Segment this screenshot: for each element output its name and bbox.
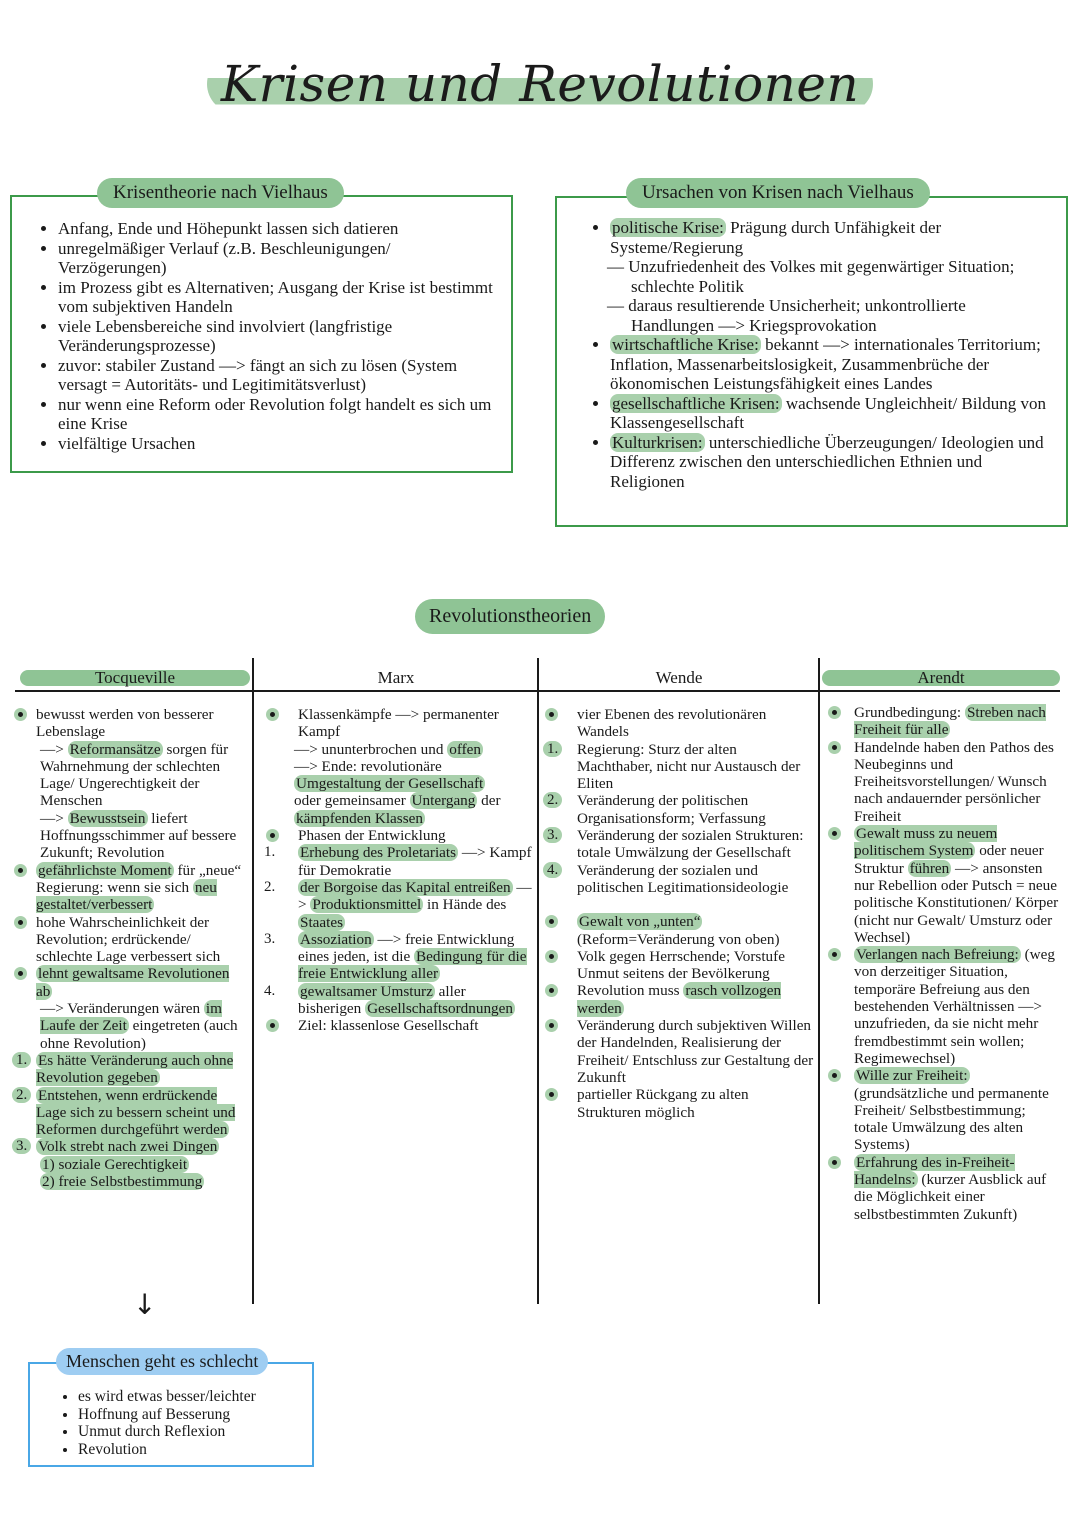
item-text: partieller Rückgang zu alten Strukturen möglich (577, 1086, 749, 1121)
highlight: führen (909, 859, 950, 877)
list-item (12, 810, 248, 862)
highlight: offen (449, 740, 482, 758)
list-item: • im Prozess gibt es Alternativen; Ausgang der Krise ist bestimmt vom subjektiven Handeln (58, 278, 498, 317)
item-text: —> Veränderungen wären (40, 1000, 201, 1018)
list-item (264, 879, 532, 931)
list-item (610, 218, 1050, 257)
kultur-text: unterschiedliche Überzeugungen/ Ideologien und Differenz zwischen den unterschiedlichen Ethnien und Religionen (610, 432, 1044, 491)
krisentheorie-box (10, 195, 513, 473)
item-text: —> ansonsten nur Rebellion oder Putsch = neue politische Konstitutionen/ Körper (nicht nur Gewalt/ Umsturz oder Wechsel) (854, 859, 1059, 946)
item-text: —> (40, 740, 64, 758)
list-item: • Unmut durch Reflexion (78, 1423, 312, 1441)
bullet-icon (828, 1156, 841, 1169)
bullet-icon (545, 1019, 558, 1032)
item-text: Handelnde haben den Pathos des Neubeginns und Freiheitsvorstellungen/ Wunsch nach andauernder persönlicher Freiheit (854, 738, 1054, 825)
politisch-text: Prägung durch Unfähigkeit der Systeme/Regierung (610, 218, 942, 257)
item-text: Regierung: Sturz der alten Machthaber, nicht nur Austausch der Eliten (577, 740, 801, 793)
tocqueville-column (12, 706, 248, 1190)
column-divider (818, 658, 820, 1304)
item-text: liefert Hoffnungsschimmer auf bessere Zukunft; Revolution (40, 809, 237, 862)
item-text: oder gemeinsamer (294, 792, 406, 810)
schlecht-list (30, 1388, 312, 1458)
highlight: Streben nach Freiheit für alle (854, 704, 1046, 739)
highlight: rasch vollzogen werden (577, 982, 782, 1017)
highlight: Erhebung des Proletariats (300, 844, 457, 862)
item-text: —> Ende: revolutionäre (294, 757, 442, 775)
list-item (543, 741, 815, 793)
krisentheorie-list (12, 219, 498, 453)
item-text: für „neue“ Regierung: wenn sie sich (36, 861, 242, 896)
item-text: Ziel: klassenlose Gesellschaft (298, 1017, 479, 1035)
number-marker: 3. (543, 827, 562, 844)
number-marker: 3. (264, 930, 276, 947)
list-item (610, 394, 1050, 433)
ursachen-box (555, 196, 1068, 527)
list-item (543, 1017, 815, 1086)
list-item (826, 825, 1060, 946)
item-text: Phasen der Entwicklung (298, 827, 446, 845)
list-item (264, 758, 532, 793)
politisch-label: politische Krise: (612, 218, 724, 237)
highlight: Staates (300, 913, 344, 931)
item-text: Grundbedingung: (854, 704, 962, 721)
list-item: • unregelmäßiger Verlauf (z.B. Beschleunigungen/ Verzögerungen) (58, 239, 498, 278)
number-marker: 1. (12, 1052, 31, 1069)
bullet-icon (828, 1069, 841, 1082)
list-item: • zuvor: stabiler Zustand —> fängt an sich zu lösen (System versagt = Autoritäts- und Legitimitätsverlust) (58, 356, 498, 395)
list-item (543, 706, 815, 741)
arendt-column (826, 704, 1060, 1223)
number-marker: 4. (264, 982, 276, 999)
highlight: Gewalt von „unten“ (579, 913, 701, 931)
item-text: Volk gegen Herrschende; Vorstufe Unmut seitens der Bevölkerung (577, 947, 785, 983)
gesellschaft-label: gesellschaftliche Krisen: (612, 393, 780, 413)
list-item: • viele Lebensbereiche sind involviert (langfristige Veränderungsprozesse) (58, 317, 498, 356)
list-item (264, 827, 532, 844)
list-item: • vielfältige Ursachen (58, 434, 498, 454)
bullet-icon (828, 706, 841, 719)
politisch-dash-1: — Unzufriedenheit des Volkes mit gegenwärtiger Situation; schlechte Politik (607, 257, 1015, 296)
list-item: • Hoffnung auf Besserung (78, 1406, 312, 1424)
gesellschaft-text: wachsende Ungleichheit/ Bildung von Klassengesellschaft (610, 393, 1046, 432)
number-marker: 2. (264, 878, 276, 895)
list-item (610, 433, 1050, 492)
item-text: (kurzer Ausblick auf die Möglichkeit einer selbstbestimmten Zukunft) (854, 1171, 1047, 1223)
highlight: neu gestaltet/verbessert (36, 878, 217, 914)
list-item (826, 704, 1060, 739)
item-text: oder neuer Struktur (854, 842, 1044, 877)
item-text: bewusst werden von besserer Lebenslage (36, 706, 214, 741)
bullet-icon (545, 1088, 558, 1101)
list-item: • Revolution (78, 1441, 312, 1459)
column-header-arendt: Arendt (917, 668, 965, 687)
list-item (543, 862, 815, 897)
list-item (543, 827, 815, 862)
highlight: kämpfenden Klassen (296, 809, 423, 827)
list-item (12, 862, 248, 914)
arrow-down-icon: ↓ (133, 1288, 157, 1321)
list-item (826, 946, 1060, 1067)
highlight: 1) soziale Gerechtigkeit (42, 1155, 188, 1173)
list-item (543, 982, 815, 1017)
list-item (264, 706, 532, 741)
item-text: —> (40, 809, 64, 827)
spacer (543, 896, 815, 913)
list-item (264, 792, 532, 827)
item-text: eingetreten (auch ohne Revolution) (40, 1017, 238, 1052)
item-text: (weg von derzeitiger Situation, temporäre Befreiung aus den bestehenden Verhältnissen —> unzufrieden, da sie nicht mehr fremdbestimmt sein wollen; Regimewechsel) (854, 946, 1055, 1067)
ursachen-list-2 (557, 335, 1050, 491)
page-title: Krisen und Revolutionen (0, 55, 1080, 113)
highlight: Assoziation (300, 930, 372, 948)
highlight: Gesellschaftsordnungen (367, 1000, 513, 1018)
bullet-icon (545, 915, 558, 928)
highlight: 2) freie Selbstbestimmung (42, 1173, 203, 1191)
list-item (12, 1000, 248, 1052)
schlecht-heading: Menschen geht es schlecht (56, 1348, 268, 1375)
list-item (12, 1087, 248, 1139)
bullet-icon (14, 708, 27, 721)
column-divider (252, 658, 254, 1304)
number-marker: 3. (12, 1138, 31, 1155)
list-item (12, 706, 248, 741)
highlight: der Borgoise das Kapital entreißen (300, 878, 511, 896)
number-marker: 4. (543, 862, 562, 879)
highlight: Bedingung für die freie Entwicklung aller (298, 948, 527, 983)
item-text: (Reform=Veränderung von oben) (577, 930, 780, 948)
highlight: Es hätte Veränderung auch ohne Revolution gegeben (36, 1051, 234, 1087)
highlight: Produktionsmittel (312, 896, 422, 914)
ursachen-list (557, 218, 1050, 257)
list-item (12, 1052, 248, 1087)
item-text: in Hände des (427, 896, 507, 914)
list-item (826, 739, 1060, 825)
highlight: Reformansätze (69, 740, 161, 758)
list-item (264, 1017, 532, 1034)
bullet-icon (266, 708, 279, 721)
list-item (12, 965, 248, 1000)
kultur-label: Kulturkrisen: (612, 432, 703, 452)
column-header-tocqueville: Tocqueville (94, 668, 175, 687)
list-item (12, 1173, 248, 1190)
item-text: —> (298, 878, 532, 914)
item-text: —> freie Entwicklung eines jeden, ist die (298, 930, 515, 966)
list-item (12, 741, 248, 810)
politisch-dash-2: — daraus resultierende Unsicherheit; unkontrollierte Handlungen —> Kriegsprovokation (607, 296, 966, 335)
bullet-icon (545, 950, 558, 963)
highlight: gewaltsamer Umsturz (300, 982, 433, 1000)
highlight: im Laufe der Zeit (40, 1000, 222, 1035)
number-marker: 2. (12, 1087, 31, 1104)
wirtschaft-text: bekannt —> internationales Territorium; Inflation, Massenarbeitslosigkeit, Zusammenbrüche der ökonomischen Leistungsfähigkeit eines Landes (610, 335, 1041, 393)
highlight: Gewalt muss zu neuem politischem System (854, 825, 998, 860)
list-item (264, 844, 532, 879)
marx-column (264, 706, 532, 1035)
item-text: Veränderung durch subjektiven Willen der Handelnden, Realisierung der Freiheit/ Entschluss zur Gestaltung der Zukunft (577, 1017, 814, 1086)
list-item (826, 1154, 1060, 1223)
ursachen-heading: Ursachen von Krisen nach Vielhaus (626, 178, 930, 208)
highlight: Wille zur Freiheit: (856, 1067, 968, 1085)
highlight: gefährlichste Moment (38, 861, 172, 879)
item-text: —> Kampf für Demokratie (298, 844, 532, 879)
list-item (543, 948, 815, 983)
highlight: Erfahrung des in-Freiheit-Handelns: (854, 1153, 1015, 1189)
list-item (264, 931, 532, 983)
item-text: Klassenkämpfe —> permanenter Kampf (298, 706, 499, 741)
highlight: Entstehen, wenn erdrückende Lage sich zu bessern scheint und Reformen durchgeführt werden (36, 1086, 236, 1139)
item-text: Revolution muss (577, 982, 680, 1000)
number-marker: 2. (543, 792, 562, 809)
list-item (543, 1086, 815, 1121)
schlecht-box (28, 1362, 314, 1467)
list-item (543, 792, 815, 827)
list-item (12, 1156, 248, 1173)
list-item (543, 913, 815, 948)
list-item (12, 914, 248, 966)
item-text: hohe Wahrscheinlichkeit der Revolution; erdrückende/ schlechte Lage verbessert sich (36, 913, 221, 966)
list-item (264, 741, 532, 758)
bullet-icon (14, 916, 27, 929)
number-marker: 1. (264, 844, 276, 861)
item-text: (grundsätzliche und permanente Freiheit/ Selbstbestimmung; totale Umwälzung des alten Systems) (854, 1084, 1049, 1154)
list-item: • Anfang, Ende und Höhepunkt lassen sich datieren (58, 219, 498, 239)
highlight: lehnt gewaltsame Revolutionen ab (36, 965, 230, 1000)
list-item (826, 1067, 1060, 1153)
column-header-marx: Marx (377, 668, 415, 687)
wende-column (543, 706, 815, 1121)
item-text: Veränderung der sozialen Strukturen: totale Umwälzung der Gesellschaft (577, 827, 804, 862)
bullet-icon (828, 827, 841, 840)
bullet-icon (828, 948, 841, 961)
bullet-icon (545, 984, 558, 997)
krisentheorie-heading: Krisentheorie nach Vielhaus (97, 178, 344, 208)
bullet-icon (545, 708, 558, 721)
item-text: der (481, 792, 501, 810)
item-text: vier Ebenen des revolutionären Wandels (577, 706, 767, 741)
item-text: Veränderung der politischen Organisationsform; Verfassung (577, 792, 766, 827)
column-divider (537, 658, 539, 1304)
wirtschaft-label: wirtschaftliche Krise: (612, 335, 759, 354)
revolution-heading: Revolutionstheorien (415, 599, 605, 634)
item-text: sorgen für Wahrnehmung der schlechten Lage/ Ungerechtigkeit der Menschen (40, 740, 229, 810)
item-text: Veränderung der sozialen und politischen Legitimationsideologie (577, 861, 789, 896)
highlight: Bewusstsein (69, 809, 146, 827)
list-item: • nur wenn eine Reform oder Revolution folgt handelt es sich um eine Krise (58, 395, 498, 434)
highlight: Volk strebt nach zwei Dingen (38, 1138, 218, 1156)
bullet-icon (266, 829, 279, 842)
item-text: —> ununterbrochen und (294, 740, 444, 758)
list-item (264, 983, 532, 1018)
item-text: aller bisherigen (298, 982, 466, 1018)
highlight: Umgestaltung der Gesellschaft (296, 775, 484, 793)
list-item (610, 335, 1050, 394)
column-header-wende: Wende (655, 668, 703, 687)
highlight: Untergang (411, 792, 476, 810)
bullet-icon (14, 864, 27, 877)
bullet-icon (828, 741, 841, 754)
bullet-icon (266, 1019, 279, 1032)
list-item: • es wird etwas besser/leichter (78, 1388, 312, 1406)
list-item (12, 1138, 248, 1155)
highlight: Verlangen nach Befreiung: (856, 946, 1019, 964)
number-marker: 1. (543, 741, 562, 758)
bullet-icon (14, 967, 27, 980)
